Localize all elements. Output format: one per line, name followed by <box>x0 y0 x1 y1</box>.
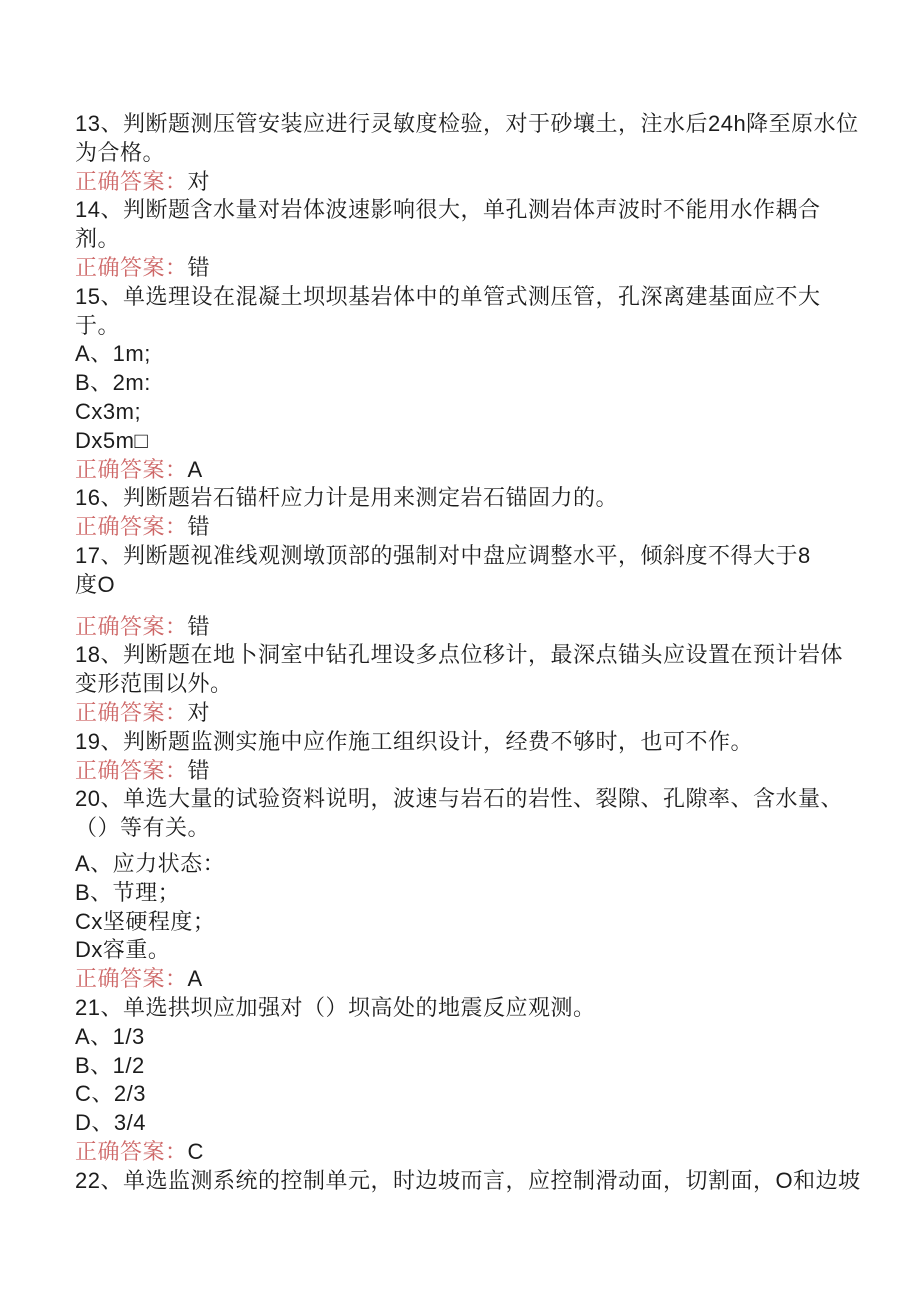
question-text-line: 度O <box>75 571 116 597</box>
question-20 <box>75 785 850 994</box>
question-text-line: 于。 <box>75 312 121 338</box>
option-c: Cx3m; <box>75 398 142 424</box>
answer-value: 错 <box>187 613 211 639</box>
question-text-line: 21、单选拱坝应加强对（）坝高处的地震反应观测。 <box>75 994 596 1020</box>
question-13 <box>75 110 859 196</box>
question-15 <box>75 283 850 485</box>
option-d: Dx5m□ <box>75 427 149 453</box>
answer-line <box>75 1138 850 1167</box>
answer-line <box>75 456 850 485</box>
answer-label: 正确答案： <box>75 168 188 194</box>
option-a: A、1m; <box>75 341 151 367</box>
answer-line <box>75 254 850 283</box>
answer-value: C <box>187 1138 204 1164</box>
answer-label: 正确答案： <box>75 456 188 482</box>
answer-label: 正确答案： <box>75 699 188 725</box>
question-text-line: （）等有关。 <box>75 815 211 841</box>
answer-label: 正确答案： <box>75 966 188 992</box>
answer-value: A <box>187 456 203 482</box>
answer-value: A <box>187 966 203 992</box>
answer-label: 正确答案： <box>75 514 188 540</box>
question-text-line: 为合格。 <box>75 139 166 165</box>
answer-label: 正确答案： <box>75 613 188 639</box>
option-a: A、应力状态： <box>75 850 226 876</box>
option-b: B、1/2 <box>75 1052 145 1078</box>
question-text-line: 15、单选理设在混凝土坝坝基岩体中的单管式测压管，孔深离建基面应不大 <box>75 283 821 309</box>
answer-value: 对 <box>187 168 211 194</box>
answer-label: 正确答案： <box>75 254 188 280</box>
answer-line <box>75 757 850 786</box>
option-a: A、1/3 <box>75 1023 145 1049</box>
question-text-line: 18、判断题在地卜洞室中钻孔埋设多点位移计，最深点锚头应设置在预计岩体 <box>75 642 843 668</box>
answer-value: 错 <box>187 254 211 280</box>
answer-line <box>75 699 850 728</box>
option-b: B、2m: <box>75 370 151 396</box>
question-18 <box>75 641 850 727</box>
question-text-line: 13、判断题测压管安装应进行灵敏度检验，对于砂壤土，注水后24h降至原水位 <box>75 111 859 136</box>
answer-value: 错 <box>187 514 211 540</box>
question-text-line: 14、判断题含水量对岩体波速影响很大，单孔测岩体声波时不能用水作耦合 <box>75 197 821 223</box>
answer-line <box>75 168 850 197</box>
question-text-line: 16、判断题岩石锚杆应力计是用来测定岩石锚固力的。 <box>75 485 618 511</box>
question-16 <box>75 484 850 542</box>
answer-line <box>75 513 850 542</box>
question-text-line: 22、单选监测系统的控制单元，时边坡而言，应控制滑动面，切割面，O和边坡 <box>75 1167 861 1193</box>
question-22 <box>75 1167 861 1196</box>
question-text-line: 剂。 <box>75 226 121 252</box>
option-c: C、2/3 <box>75 1081 146 1107</box>
question-text-line: 变形范围以外。 <box>75 671 233 697</box>
question-text-line: 17、判断题视准线观测墩顶部的强制对中盘应调整水平，倾斜度不得大于8 <box>75 542 811 568</box>
answer-line <box>75 613 850 642</box>
question-19 <box>75 728 850 786</box>
question-text-line: 19、判断题监测实施中应作施工组织设计，经费不够时，也可不作。 <box>75 728 753 754</box>
question-17 <box>75 542 850 641</box>
answer-value: 错 <box>187 757 211 783</box>
option-c: Cx坚硬程度； <box>75 908 216 934</box>
question-14 <box>75 196 850 282</box>
question-21 <box>75 994 850 1167</box>
answer-label: 正确答案： <box>75 757 188 783</box>
answer-label: 正确答案： <box>75 1138 188 1164</box>
answer-value: 对 <box>187 699 211 725</box>
question-text-line: 20、单选大量的试验资料说明，波速与岩石的岩性、裂隙、孔隙率、含水量、 <box>75 786 843 812</box>
option-d: Dx容重。 <box>75 937 171 963</box>
answer-line <box>75 965 850 994</box>
option-d: D、3/4 <box>75 1110 146 1136</box>
option-b: B、节理； <box>75 879 181 905</box>
